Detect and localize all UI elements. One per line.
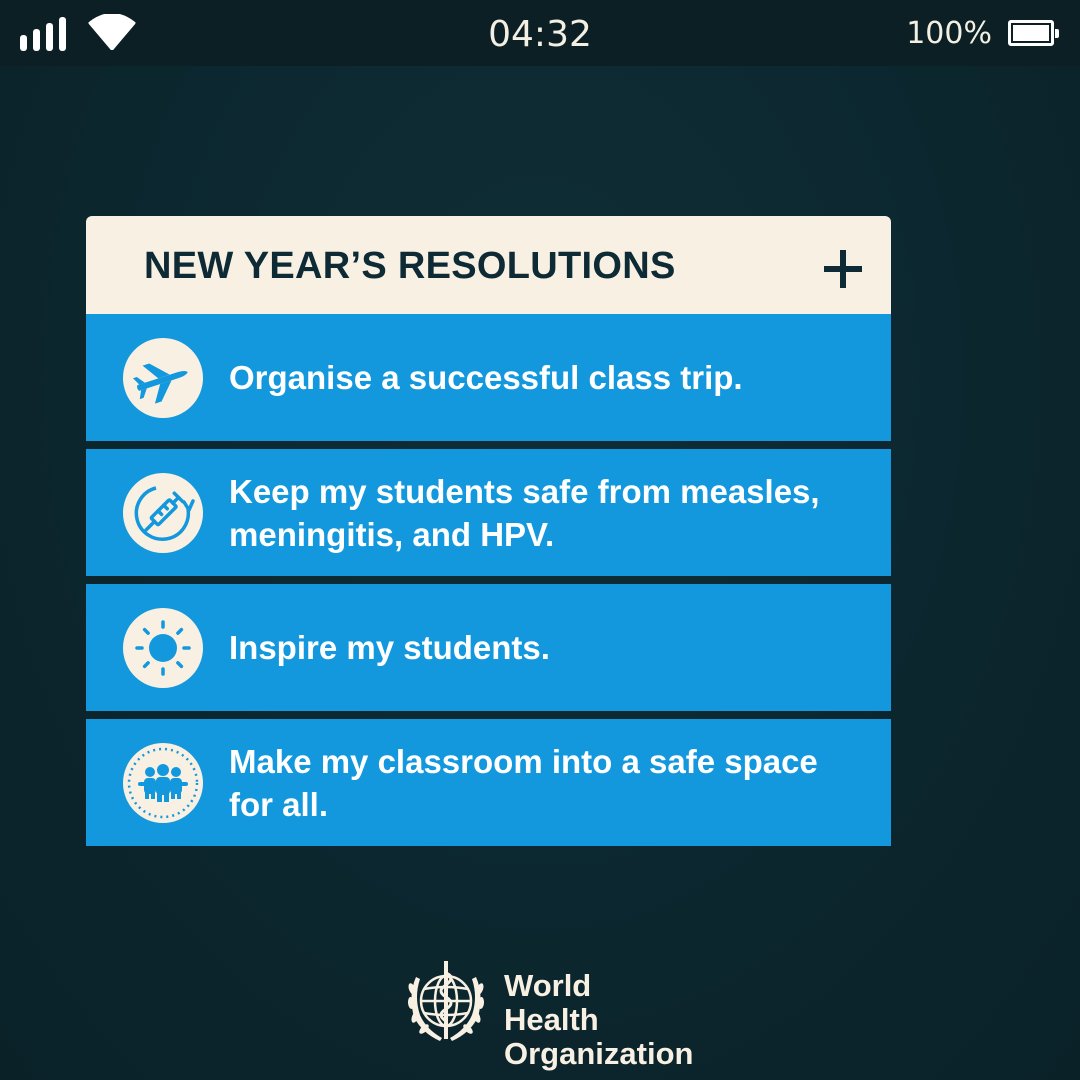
battery-percent: 100%	[906, 16, 992, 51]
vaccine-syringe-icon	[122, 472, 204, 554]
list-item[interactable]	[86, 719, 891, 846]
list-item[interactable]	[86, 449, 891, 576]
list-item[interactable]	[86, 314, 891, 441]
who-logo-text	[504, 968, 694, 1071]
who-emblem-icon	[396, 955, 496, 1050]
resolution-text: Inspire my students.	[229, 629, 550, 666]
who-logo	[396, 955, 696, 1071]
resolution-text: Organise a successful class trip.	[229, 359, 743, 396]
airplane-icon	[122, 337, 204, 419]
status-bar	[0, 0, 1080, 66]
list-item[interactable]	[86, 584, 891, 711]
resolution-text: Keep my students safe from measles, meningitis, and HPV.	[229, 472, 820, 553]
who-logo-line: World Health Organization	[504, 968, 694, 1071]
card-title: NEW YEAR’S RESOLUTIONS	[144, 245, 676, 287]
status-time: 04:32	[488, 14, 592, 55]
plus-icon[interactable]	[824, 250, 862, 288]
resolution-text: Make my classroom into a safe space for all.	[229, 742, 818, 823]
card-header	[86, 216, 891, 314]
group-of-people-icon	[122, 742, 204, 824]
resolutions-card	[86, 216, 891, 854]
sun-icon	[122, 607, 204, 689]
battery-icon	[1008, 20, 1054, 46]
